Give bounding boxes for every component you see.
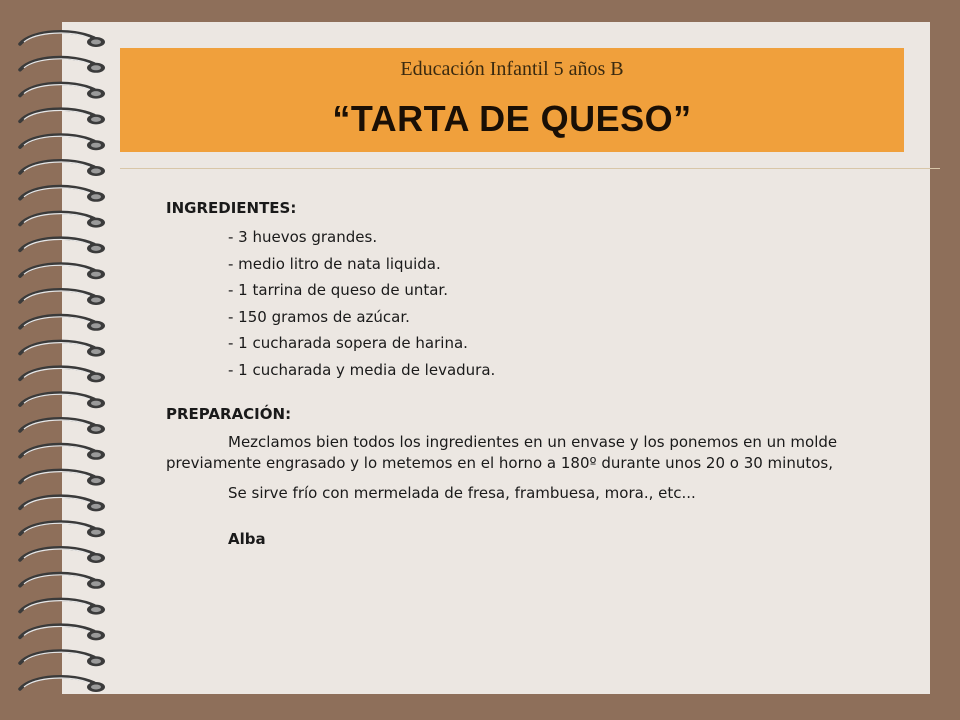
- ingredient-item: - 1 cucharada sopera de harina.: [228, 334, 468, 353]
- serving-paragraph: Se sirve frío con mermelada de fresa, frambuesa, mora., etc...: [228, 483, 696, 502]
- spiral-binding-icon: [12, 24, 108, 696]
- binding-ring: [20, 212, 105, 227]
- recipe-content: [166, 198, 906, 549]
- binding-ring: [20, 135, 105, 150]
- ingredients-list: [166, 224, 906, 384]
- binding-ring: [20, 109, 105, 124]
- binding-ring: [20, 290, 105, 305]
- binding-ring: [20, 341, 105, 356]
- binding-ring: [20, 83, 105, 98]
- ingredients-heading: INGREDIENTES:: [166, 199, 297, 217]
- binding-ring: [20, 651, 105, 666]
- page-title: “TARTA DE QUESO”: [332, 98, 692, 139]
- divider: [120, 168, 940, 169]
- binding-ring: [20, 393, 105, 408]
- binding-ring: [20, 496, 105, 511]
- ingredient-item: - medio litro de nata liquida.: [228, 254, 441, 273]
- binding-ring: [20, 264, 105, 279]
- ingredient-item: - 1 tarrina de queso de untar.: [228, 281, 448, 300]
- binding-ring: [20, 522, 105, 537]
- author-signature: Alba: [228, 529, 266, 548]
- binding-ring: [20, 367, 105, 382]
- header-band: [120, 48, 904, 152]
- preparation-paragraph: Mezclamos bien todos los ingredientes en un envase y los ponemos en un molde previamente engrasado y lo metemos en el horno a 180º durante unos 20 o 30 minutos,: [166, 432, 838, 472]
- ingredient-item: - 1 cucharada y media de levadura.: [228, 360, 496, 379]
- binding-ring: [20, 238, 105, 253]
- ingredient-item: - 150 gramos de azúcar.: [228, 307, 410, 326]
- preparation-heading: PREPARACIÓN:: [166, 404, 292, 423]
- binding-ring: [20, 574, 105, 589]
- binding-ring: [20, 625, 105, 640]
- binding-ring: [20, 470, 105, 485]
- binding-ring: [20, 677, 105, 692]
- ingredient-item: - 3 huevos grandes.: [228, 228, 378, 246]
- binding-ring: [20, 419, 105, 434]
- binding-ring: [20, 161, 105, 176]
- binding-ring: [20, 187, 105, 202]
- binding-ring: [20, 548, 105, 563]
- binding-ring: [20, 32, 105, 47]
- binding-ring: [20, 58, 105, 73]
- class-subtitle: Educación Infantil 5 años B: [400, 58, 624, 80]
- binding-ring: [20, 599, 105, 614]
- binding-ring: [20, 445, 105, 460]
- binding-ring: [20, 316, 105, 331]
